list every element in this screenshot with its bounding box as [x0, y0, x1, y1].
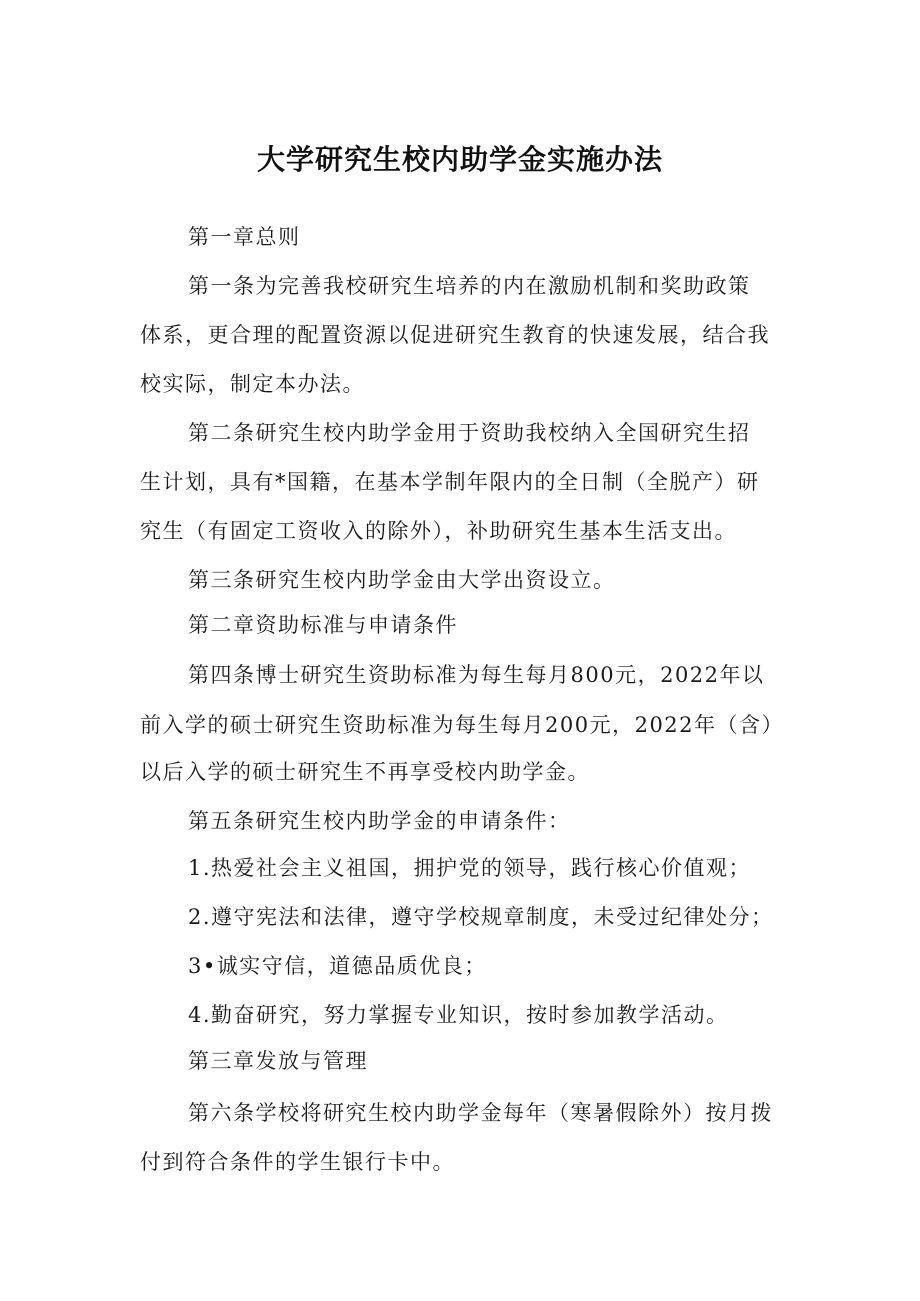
paragraph-line: 第五条研究生校内助学金的申请条件：	[188, 809, 571, 833]
paragraph-line: 第二条研究生校内助学金用于资助我校纳入全国研究生招	[188, 421, 751, 445]
paragraph-line: 付到符合条件的学生银行卡中。	[140, 1150, 455, 1174]
paragraph-line: 生计划，具有*国籍，在基本学制年限内的全日制（全脱产）研	[140, 470, 760, 494]
paragraph-line: 体系，更合理的配置资源以促进研究生教育的快速发展，结合我	[140, 323, 770, 347]
paragraph-line: 前入学的硕士研究生资助标准为每生每月200元，2022年（含）	[140, 713, 785, 737]
paragraph-line: 以后入学的硕士研究生不再享受校内助学金。	[140, 760, 590, 784]
paragraph-line: 第四条博士研究生资助标准为每生每月800元，2022年以	[188, 663, 765, 687]
chapter-heading: 第三章发放与管理	[188, 1049, 368, 1073]
paragraph-line: 究生（有固定工资收入的除外），补助研究生基本生活支出。	[140, 519, 737, 543]
chapter-heading: 第二章资助标准与申请条件	[188, 613, 458, 637]
chapter-heading: 第一章总则	[188, 225, 301, 249]
paragraph-line: 第六条学校将研究生校内助学金每年（寒暑假除外）按月拨	[188, 1101, 773, 1125]
paragraph-line: 校实际，制定本办法。	[140, 372, 365, 396]
document-title: 大学研究生校内助学金实施办法	[256, 143, 663, 176]
list-item: 2.遵守宪法和法律，遵守学校规章制度，未受过纪律处分；	[188, 905, 774, 929]
list-item: 4.勤奋研究，努力掌握专业知识，按时参加教学活动。	[188, 1003, 729, 1027]
paragraph-line: 第一条为完善我校研究生培养的内在激励机制和奖助政策	[188, 274, 751, 298]
paragraph-line: 第三条研究生校内助学金由大学出资设立。	[188, 568, 616, 592]
list-item: 1.热爱社会主义祖国，拥护党的领导，践行核心价值观；	[188, 856, 752, 880]
list-item: 3•诚实守信，道德品质优良；	[188, 954, 487, 978]
